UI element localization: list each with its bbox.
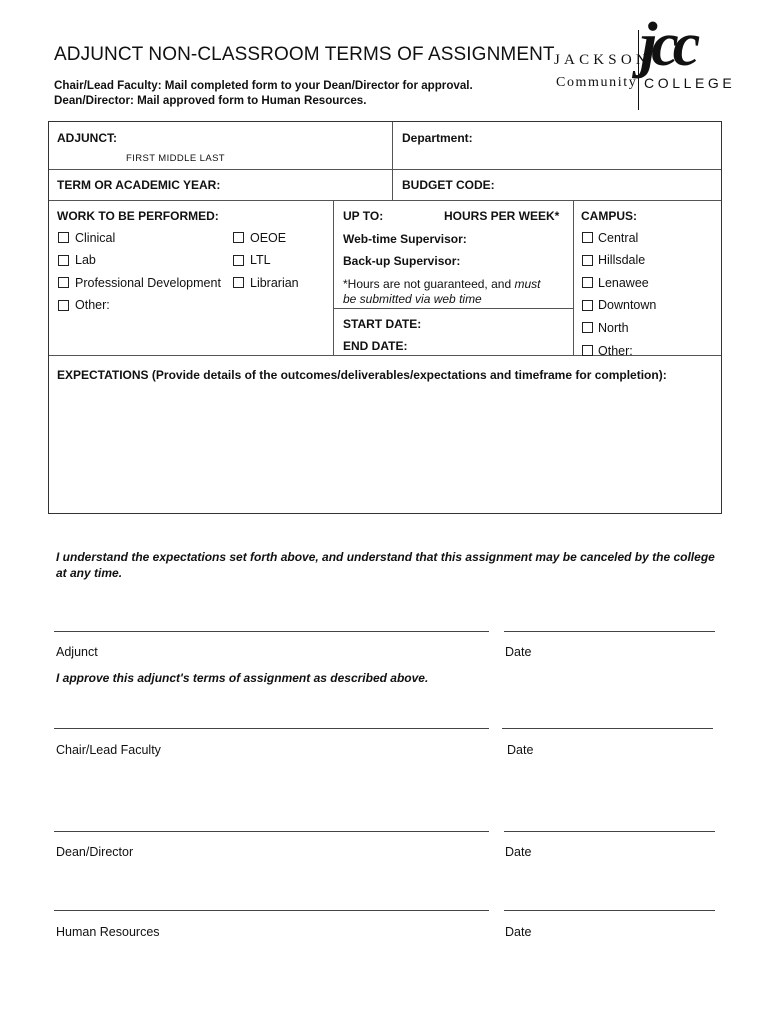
other-campus-checkbox[interactable]	[582, 345, 593, 356]
instruction-chair: Chair/Lead Faculty: Mail completed form to your Dean/Director for approval.	[54, 79, 473, 92]
hours-note-line1	[343, 277, 540, 291]
oeoe-option: OEOE	[250, 231, 287, 245]
backup-supervisor-label: Back-up Supervisor:	[343, 254, 461, 268]
north-checkbox[interactable]	[582, 322, 593, 333]
dean-date-line[interactable]	[504, 831, 715, 832]
divider	[49, 200, 721, 201]
hr-date-label: Date	[505, 925, 532, 939]
lenawee-checkbox[interactable]	[582, 277, 593, 288]
downtown-option: Downtown	[598, 298, 657, 312]
campus-label: CAMPUS:	[581, 209, 637, 223]
logo-jackson-text: JACKSON	[554, 52, 651, 68]
instruction-dean: Dean/Director: Mail approved form to Human Resources.	[54, 94, 367, 107]
librarian-checkbox[interactable]	[233, 277, 244, 288]
hours-note-text: *Hours are not guaranteed, and	[343, 277, 515, 291]
oeoe-checkbox[interactable]	[233, 232, 244, 243]
department-label: Department:	[402, 131, 473, 145]
logo-divider	[638, 30, 639, 110]
divider	[49, 169, 721, 170]
logo-mark: jcc	[640, 11, 695, 79]
adjunct-date-line[interactable]	[504, 631, 715, 632]
hillsdale-checkbox[interactable]	[582, 255, 593, 266]
librarian-option: Librarian	[250, 276, 299, 290]
central-option: Central	[598, 231, 639, 245]
other-work-checkbox[interactable]	[58, 300, 69, 311]
adjunct-date-label: Date	[505, 645, 532, 659]
end-date-label: END DATE:	[343, 339, 408, 353]
professional-development-option: Professional Development	[75, 276, 221, 290]
lab-checkbox[interactable]	[58, 255, 69, 266]
clinical-checkbox[interactable]	[58, 232, 69, 243]
assignment-form	[48, 121, 722, 514]
term-label: TERM OR ACADEMIC YEAR:	[57, 178, 221, 192]
adjunct-signature-label: Adjunct	[56, 645, 98, 659]
hr-date-line[interactable]	[504, 910, 715, 911]
divider	[573, 200, 574, 355]
acknowledgement-statement: I understand the expectations set forth above, and understand that this assignment may be canceled by the college at any time.	[56, 550, 715, 580]
hr-signature-line[interactable]	[54, 910, 489, 911]
adjunct-label: ADJUNCT:	[57, 131, 117, 145]
downtown-checkbox[interactable]	[582, 300, 593, 311]
central-checkbox[interactable]	[582, 232, 593, 243]
dean-signature-line[interactable]	[54, 831, 489, 832]
page-title: ADJUNCT NON-CLASSROOM TERMS OF ASSIGNMENT	[54, 44, 555, 65]
divider	[333, 200, 334, 355]
hours-note-emphasis: must	[514, 277, 541, 291]
up-to-label: UP TO:	[343, 209, 384, 223]
college-logo	[548, 11, 736, 110]
expectations-label: EXPECTATIONS (Provide details of the outcomes/deliverables/expectations and timeframe for completion):	[57, 368, 667, 382]
professional-development-checkbox[interactable]	[58, 277, 69, 288]
hours-note-line2: be submitted via web time	[343, 292, 482, 306]
hr-signature-label: Human Resources	[56, 925, 160, 939]
lenawee-option: Lenawee	[598, 276, 649, 290]
divider	[333, 308, 573, 309]
other-work-option: Other:	[75, 298, 110, 312]
name-hint: FIRST MIDDLE LAST	[126, 153, 226, 164]
chair-date-label: Date	[507, 743, 534, 757]
lab-option: Lab	[75, 253, 96, 267]
north-option: North	[598, 321, 629, 335]
start-date-label: START DATE:	[343, 317, 422, 331]
webtime-supervisor-label: Web-time Supervisor:	[343, 232, 467, 246]
adjunct-signature-line[interactable]	[54, 631, 489, 632]
budget-code-label: BUDGET CODE:	[402, 178, 495, 192]
ltl-option: LTL	[250, 253, 271, 267]
logo-college-text: COLLEGE	[644, 75, 736, 91]
chair-signature-line[interactable]	[54, 728, 489, 729]
dean-date-label: Date	[505, 845, 532, 859]
logo-community-text: Community	[556, 75, 638, 90]
clinical-option: Clinical	[75, 231, 116, 245]
hillsdale-option: Hillsdale	[598, 253, 646, 267]
chair-signature-label: Chair/Lead Faculty	[56, 743, 161, 757]
other-campus-option: Other:	[598, 344, 633, 358]
hours-per-week-label: HOURS PER WEEK*	[444, 209, 560, 223]
work-label: WORK TO BE PERFORMED:	[57, 209, 219, 223]
divider	[392, 122, 393, 200]
ltl-checkbox[interactable]	[233, 255, 244, 266]
dean-signature-label: Dean/Director	[56, 845, 134, 859]
chair-date-line[interactable]	[502, 728, 713, 729]
approval-statement: I approve this adjunct's terms of assignment as described above.	[56, 671, 429, 685]
